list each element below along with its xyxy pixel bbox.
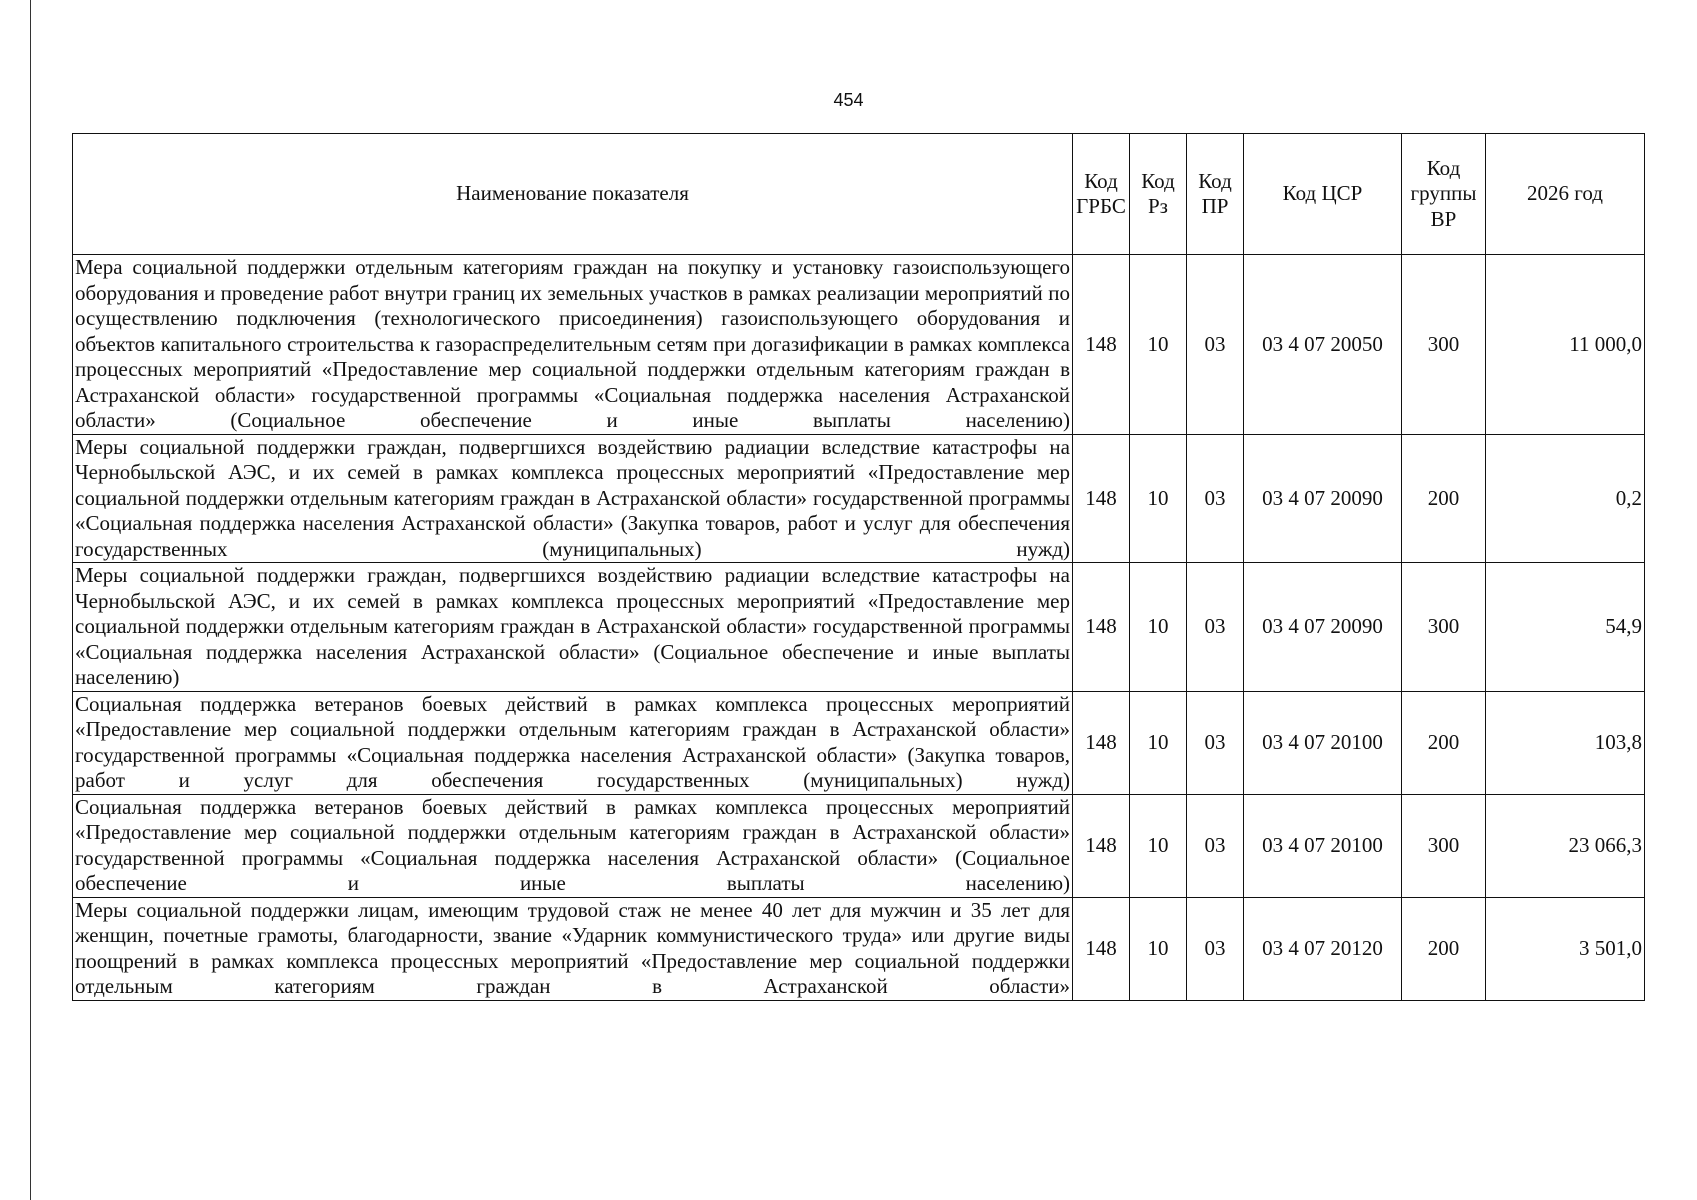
- row-pr-cell: 03: [1187, 794, 1244, 897]
- row-rz-cell: 10: [1130, 434, 1187, 563]
- row-rz-cell: 10: [1130, 563, 1187, 692]
- row-vr-cell: 300: [1402, 794, 1486, 897]
- header-csr: Код ЦСР: [1244, 134, 1402, 255]
- table-row: [73, 563, 1645, 692]
- table-header-row: [73, 134, 1645, 255]
- row-amount-cell: 0,2: [1486, 434, 1645, 563]
- row-grbs-cell: 148: [1073, 691, 1130, 794]
- row-pr-cell: 03: [1187, 563, 1244, 692]
- row-csr-cell: 03 4 07 20050: [1244, 255, 1402, 435]
- row-grbs-cell: 148: [1073, 897, 1130, 1000]
- row-name-cell: Социальная поддержка ветеранов боевых действий в рамках комплекса процессных мероприятий «Предоставление мер социальной поддержки отдельным категориям граждан в Астраханской области» государственной программы «Социальная поддержка населения Астраханской области» (Социальное обеспечение и иные выплаты населению): [73, 794, 1073, 897]
- row-name-cell: Мера социальной поддержки отдельным категориям граждан на покупку и установку газоиспользующего оборудования и проведение работ внутри границ их земельных участков в рамках реализации мероприятий по осуществлению подключения (технологического присоединения) газоиспользующего оборудования и объектов капитального строительства к газораспределительным сетям при догазификации в рамках комплекса процессных мероприятий «Предоставление мер социальной поддержки отдельным категориям граждан в Астраханской области» государственной программы «Социальная поддержка населения Астраханской области» (Социальное обеспечение и иные выплаты населению): [73, 255, 1073, 435]
- row-name-cell: Социальная поддержка ветеранов боевых действий в рамках комплекса процессных мероприятий «Предоставление мер социальной поддержки отдельным категориям граждан в Астраханской области» государственной программы «Социальная поддержка населения Астраханской области» (Закупка товаров, работ и услуг для обеспечения государственных (муниципальных) нужд): [73, 691, 1073, 794]
- budget-table: [72, 133, 1645, 1001]
- row-pr-cell: 03: [1187, 897, 1244, 1000]
- row-pr-cell: 03: [1187, 434, 1244, 563]
- table-row: [73, 255, 1645, 435]
- header-vr: Код группы ВР: [1402, 134, 1486, 255]
- row-csr-cell: 03 4 07 20100: [1244, 691, 1402, 794]
- row-vr-cell: 300: [1402, 255, 1486, 435]
- header-rz: Код Рз: [1130, 134, 1187, 255]
- row-grbs-cell: 148: [1073, 255, 1130, 435]
- table-row: [73, 794, 1645, 897]
- row-amount-cell: 11 000,0: [1486, 255, 1645, 435]
- row-csr-cell: 03 4 07 20090: [1244, 563, 1402, 692]
- row-csr-cell: 03 4 07 20120: [1244, 897, 1402, 1000]
- table-row: [73, 691, 1645, 794]
- header-pr: Код ПР: [1187, 134, 1244, 255]
- row-amount-cell: 54,9: [1486, 563, 1645, 692]
- header-year: 2026 год: [1486, 134, 1645, 255]
- row-amount-cell: 103,8: [1486, 691, 1645, 794]
- row-vr-cell: 200: [1402, 691, 1486, 794]
- table-row: [73, 434, 1645, 563]
- row-amount-cell: 3 501,0: [1486, 897, 1645, 1000]
- row-rz-cell: 10: [1130, 255, 1187, 435]
- row-amount-cell: 23 066,3: [1486, 794, 1645, 897]
- row-pr-cell: 03: [1187, 255, 1244, 435]
- header-grbs: Код ГРБС: [1073, 134, 1130, 255]
- row-name-cell: Меры социальной поддержки граждан, подвергшихся воздействию радиации вследствие катастрофы на Чернобыльской АЭС, и их семей в рамках комплекса процессных мероприятий «Предоставление мер социальной поддержки отдельным категориям граждан в Астраханской области» государственной программы «Социальная поддержка населения Астраханской области» (Социальное обеспечение и иные выплаты населению): [73, 563, 1073, 692]
- row-rz-cell: 10: [1130, 691, 1187, 794]
- row-rz-cell: 10: [1130, 794, 1187, 897]
- row-pr-cell: 03: [1187, 691, 1244, 794]
- row-rz-cell: 10: [1130, 897, 1187, 1000]
- row-name-cell: Меры социальной поддержки лицам, имеющим трудовой стаж не менее 40 лет для мужчин и 35 лет для женщин, почетные грамоты, благодарности, звание «Ударник коммунистического труда» или другие виды поощрений в рамках комплекса процессных мероприятий «Предоставление мер социальной поддержки отдельным категориям граждан в Астраханской области»: [73, 897, 1073, 1000]
- row-grbs-cell: 148: [1073, 434, 1130, 563]
- row-vr-cell: 200: [1402, 434, 1486, 563]
- row-csr-cell: 03 4 07 20100: [1244, 794, 1402, 897]
- table-row: [73, 897, 1645, 1000]
- row-csr-cell: 03 4 07 20090: [1244, 434, 1402, 563]
- header-name: Наименование показателя: [73, 134, 1073, 255]
- left-margin-rule: [30, 0, 31, 1200]
- row-vr-cell: 300: [1402, 563, 1486, 692]
- page-number: 454: [833, 90, 864, 110]
- row-vr-cell: 200: [1402, 897, 1486, 1000]
- row-grbs-cell: 148: [1073, 563, 1130, 692]
- row-grbs-cell: 148: [1073, 794, 1130, 897]
- row-name-cell: Меры социальной поддержки граждан, подвергшихся воздействию радиации вследствие катастрофы на Чернобыльской АЭС, и их семей в рамках комплекса процессных мероприятий «Предоставление мер социальной поддержки отдельным категориям граждан в Астраханской области» государственной программы «Социальная поддержка населения Астраханской области» (Закупка товаров, работ и услуг для обеспечения государственных (муниципальных) нужд): [73, 434, 1073, 563]
